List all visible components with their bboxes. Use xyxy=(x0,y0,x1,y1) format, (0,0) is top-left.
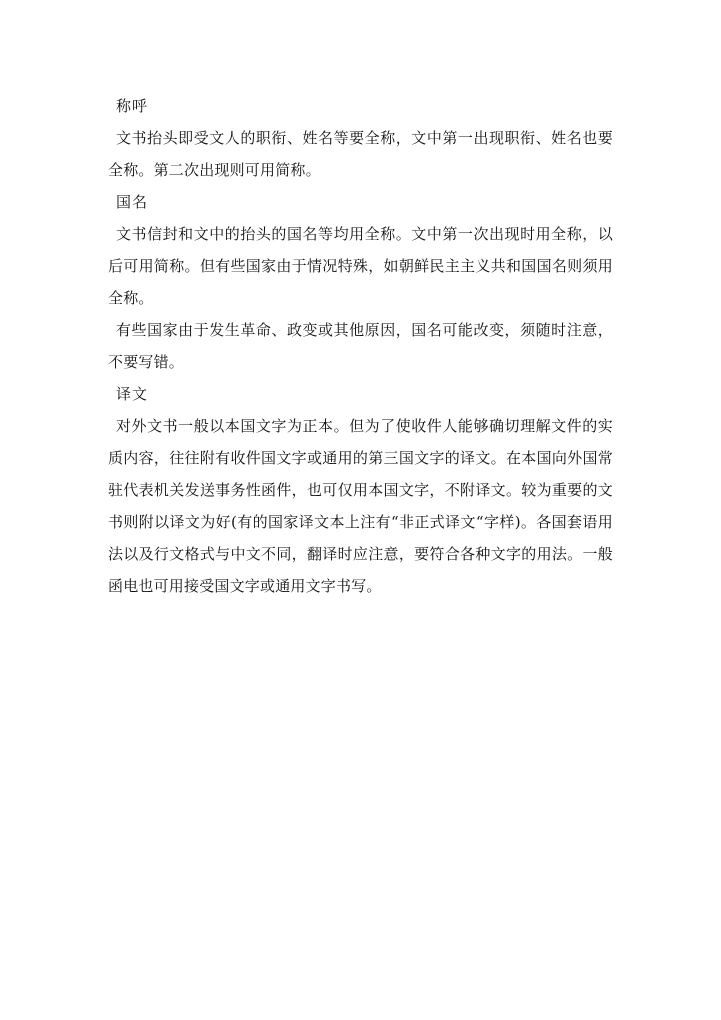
section-paragraph: 对外文书一般以本国文字为正本。但为了使收件人能够确切理解文件的实质内容，往往附有收件国文字或通用的第三国文字的译文。在本国向外国常驻代表机关发送事务性函件，也可仅用本国文字，不附译文。较为重要的文书则附以译文为好(有的国家译文本上注有“非正式译文“字样)。各国套语用法以及行文格式与中文不同，翻译时应注意，要符合各种文字的用法。一般函电也可用接受国文字或通用文字书写。 xyxy=(108,417,613,595)
section-paragraph: 文书抬头即受文人的职衔、姓名等要全称，文中第一出现职衔、姓名也要全称。第二次出现则可用简称。 xyxy=(108,129,613,179)
section-heading-translation: 译文 xyxy=(116,385,149,403)
section-paragraph: 有些国家由于发生革命、政变或其他原因，国名可能改变，须随时注意，不要写错。 xyxy=(108,321,613,371)
section-heading-salutation: 称呼 xyxy=(116,97,149,115)
section-heading-country-name: 国名 xyxy=(116,193,149,211)
section-paragraph: 文书信封和文中的抬头的国名等均用全称。文中第一次出现时用全称，以后可用简称。但有些国家由于情况特殊，如朝鲜民主主义共和国国名则须用全称。 xyxy=(108,225,613,307)
document-body xyxy=(108,90,613,602)
